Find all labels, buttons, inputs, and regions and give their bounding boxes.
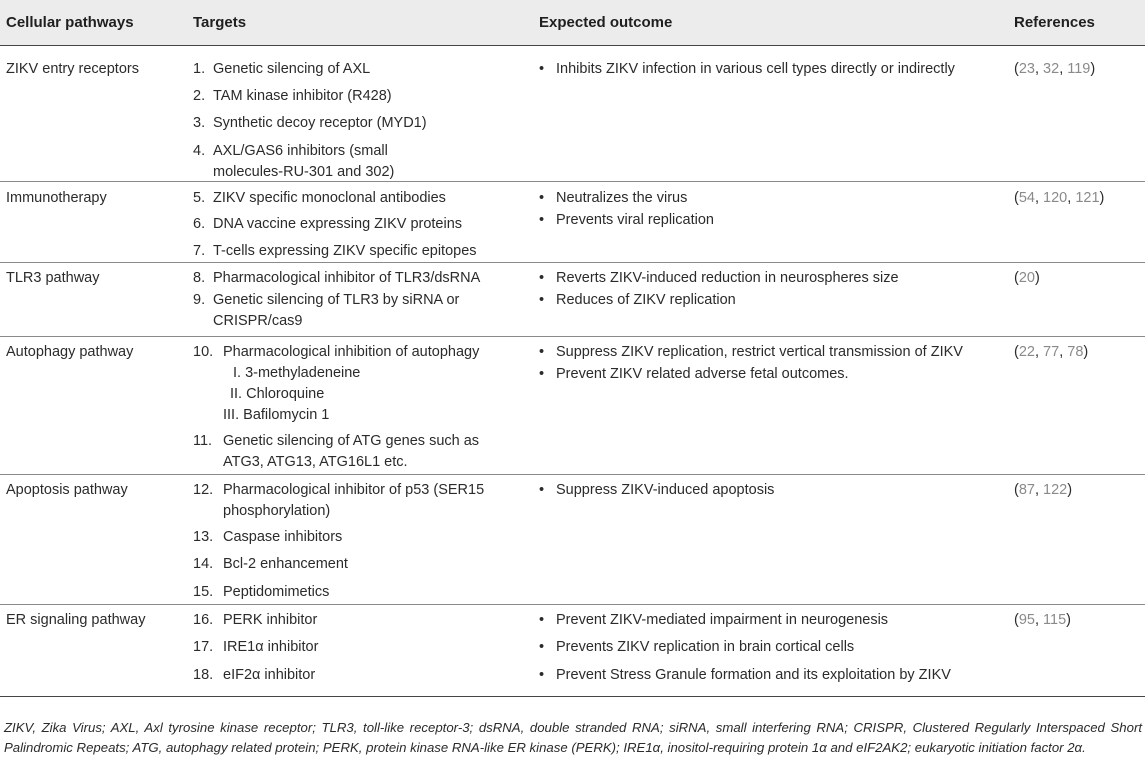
target-text: Caspase inhibitors bbox=[223, 529, 343, 545]
reference-link[interactable]: 122 bbox=[1043, 482, 1068, 498]
target-text: T-cells expressing ZIKV specific epitopes bbox=[213, 243, 477, 259]
row-divider bbox=[0, 604, 1145, 605]
target-text: IRE1α inhibitor bbox=[223, 639, 319, 655]
reference-link[interactable]: 23 bbox=[1018, 61, 1035, 77]
target-text: AXL/GAS6 inhibitors (small bbox=[213, 143, 388, 159]
reference-close-paren: ) bbox=[1067, 482, 1073, 498]
target-text: ZIKV specific monoclonal antibodies bbox=[213, 190, 446, 206]
outcome-text: Neutralizes the virus bbox=[556, 190, 688, 206]
target-text: Pharmacological inhibitor of TLR3/dsRNA bbox=[213, 270, 481, 286]
row-divider bbox=[0, 262, 1145, 263]
reference-link[interactable]: 78 bbox=[1067, 344, 1084, 360]
reference-link[interactable]: 120 bbox=[1043, 190, 1068, 206]
target-number: 5. bbox=[193, 190, 206, 206]
outcome-text: Inhibits ZIKV infection in various cell types directly or indirectly bbox=[556, 61, 955, 77]
outcome-text: Reverts ZIKV-induced reduction in neurospheres size bbox=[556, 270, 899, 286]
outcome-text: Suppress ZIKV-induced apoptosis bbox=[556, 482, 775, 498]
target-text: TAM kinase inhibitor (R428) bbox=[213, 88, 392, 104]
header-targets: Targets bbox=[193, 14, 247, 31]
target-number: 11. bbox=[193, 433, 213, 449]
table-bottom-rule bbox=[0, 696, 1145, 697]
target-number: 6. bbox=[193, 216, 206, 232]
target-text: phosphorylation) bbox=[223, 503, 331, 519]
row-divider bbox=[0, 336, 1145, 337]
target-number: 16. bbox=[193, 612, 214, 628]
target-number: 9. bbox=[193, 292, 206, 308]
target-number: 17. bbox=[193, 639, 214, 655]
target-text: PERK inhibitor bbox=[223, 612, 318, 628]
pathway-cell: Apoptosis pathway bbox=[6, 482, 128, 498]
target-number: 14. bbox=[193, 556, 214, 572]
header-outcome: Expected outcome bbox=[539, 14, 673, 31]
reference-open-paren: ( bbox=[1014, 61, 1019, 77]
reference-close-paren: ) bbox=[1034, 270, 1040, 286]
bullet-icon: • bbox=[539, 667, 545, 683]
reference-link[interactable]: 54 bbox=[1018, 190, 1035, 206]
bullet-icon: • bbox=[539, 292, 545, 308]
reference-close-paren: ) bbox=[1066, 612, 1072, 628]
reference-open-paren: ( bbox=[1014, 270, 1019, 286]
reference-link[interactable]: 32 bbox=[1043, 61, 1060, 77]
target-text: Genetic silencing of TLR3 by siRNA or bbox=[213, 292, 460, 308]
row-divider bbox=[0, 474, 1145, 475]
outcome-text: Prevent Stress Granule formation and its exploitation by ZIKV bbox=[556, 667, 951, 683]
reference-cell: (87, 122) bbox=[1014, 482, 1073, 498]
reference-link[interactable]: 77 bbox=[1043, 344, 1060, 360]
target-number: 1. bbox=[193, 61, 206, 77]
pathway-cell: ER signaling pathway bbox=[6, 612, 146, 628]
bullet-icon: • bbox=[539, 212, 545, 228]
reference-cell: (23, 32, 119) bbox=[1014, 61, 1096, 77]
pathway-cell: Autophagy pathway bbox=[6, 344, 134, 360]
target-number: 7. bbox=[193, 243, 206, 259]
target-number: 4. bbox=[193, 143, 206, 159]
target-text: ATG3, ATG13, ATG16L1 etc. bbox=[223, 454, 408, 470]
target-number: 8. bbox=[193, 270, 206, 286]
bullet-icon: • bbox=[539, 270, 545, 286]
bullet-icon: • bbox=[539, 366, 545, 382]
reference-link[interactable]: 95 bbox=[1018, 612, 1035, 628]
reference-link[interactable]: 20 bbox=[1018, 270, 1035, 286]
bullet-icon: • bbox=[539, 190, 545, 206]
reference-close-paren: ) bbox=[1083, 344, 1089, 360]
pathway-cell: Immunotherapy bbox=[6, 190, 107, 206]
reference-link[interactable]: 115 bbox=[1043, 612, 1067, 628]
outcome-text: Prevents viral replication bbox=[556, 212, 714, 228]
pathway-cell: ZIKV entry receptors bbox=[6, 61, 139, 77]
reference-open-paren: ( bbox=[1014, 190, 1019, 206]
target-text: III. Bafilomycin 1 bbox=[223, 407, 330, 423]
reference-link[interactable]: 121 bbox=[1075, 190, 1100, 206]
reference-cell bbox=[1014, 268, 1040, 289]
bullet-icon: • bbox=[539, 612, 545, 628]
outcome-text: Reduces of ZIKV replication bbox=[556, 292, 736, 308]
reference-link[interactable]: 22 bbox=[1018, 344, 1035, 360]
pathway-cell: TLR3 pathway bbox=[6, 270, 100, 286]
target-number: 10. bbox=[193, 344, 214, 360]
target-text: Pharmacological inhibition of autophagy bbox=[223, 344, 480, 360]
outcome-text: Suppress ZIKV replication, restrict vertical transmission of ZIKV bbox=[556, 344, 963, 360]
target-text: II. Chloroquine bbox=[230, 386, 325, 402]
target-text: eIF2α inhibitor bbox=[223, 667, 316, 683]
target-number: 2. bbox=[193, 88, 206, 104]
target-number: 12. bbox=[193, 482, 214, 498]
target-text: Bcl-2 enhancement bbox=[223, 556, 348, 572]
outcome-text: Prevent ZIKV related adverse fetal outcomes. bbox=[556, 366, 849, 382]
target-text: Pharmacological inhibitor of p53 (SER15 bbox=[223, 482, 485, 498]
header-references: References bbox=[1014, 14, 1095, 31]
bullet-icon: • bbox=[539, 482, 545, 498]
target-number: 13. bbox=[193, 529, 214, 545]
target-text: Synthetic decoy receptor (MYD1) bbox=[213, 115, 427, 131]
target-text: DNA vaccine expressing ZIKV proteins bbox=[213, 216, 463, 232]
reference-link[interactable]: 119 bbox=[1067, 61, 1091, 77]
target-text: molecules-RU-301 and 302) bbox=[213, 164, 395, 180]
reference-open-paren: ( bbox=[1014, 612, 1019, 628]
reference-cell: (95, 115) bbox=[1014, 612, 1072, 628]
row-divider bbox=[0, 181, 1145, 182]
reference-open-paren: ( bbox=[1014, 344, 1019, 360]
target-text: Genetic silencing of AXL bbox=[213, 61, 371, 77]
target-text: Genetic silencing of ATG genes such as bbox=[223, 433, 480, 449]
header-pathways: Cellular pathways bbox=[6, 14, 134, 31]
target-text: Peptidomimetics bbox=[223, 584, 330, 600]
target-number: 18. bbox=[193, 667, 214, 683]
reference-cell: (54, 120, 121) bbox=[1014, 190, 1105, 206]
target-number: 3. bbox=[193, 115, 206, 131]
target-text: I. 3-methyladeneine bbox=[233, 365, 361, 381]
bullet-icon: • bbox=[539, 344, 545, 360]
target-text: CRISPR/cas9 bbox=[213, 313, 303, 329]
reference-cell: (22, 77, 78) bbox=[1014, 344, 1089, 360]
outcome-text: Prevents ZIKV replication in brain cortical cells bbox=[556, 639, 855, 655]
reference-open-paren: ( bbox=[1014, 482, 1019, 498]
target-number: 15. bbox=[193, 584, 214, 600]
bullet-icon: • bbox=[539, 61, 545, 77]
outcome-text: Prevent ZIKV-mediated impairment in neurogenesis bbox=[556, 612, 889, 628]
table-footnote: ZIKV, Zika Virus; AXL, Axl tyrosine kinase receptor; TLR3, toll-like receptor-3; dsRNA, double stranded RNA; siRNA, small interfering RNA; CRISPR, Clustered Regularly Interspaced Short Palindromic Repeats; ATG, autophagy related protein; PERK, protein kinase RNA-like ER kinase (PERK); IRE1α, inositol-requiring protein 1α and eIF2AK2; eukaryotic initiation factor 2α. bbox=[4, 720, 1142, 755]
reference-link[interactable]: 87 bbox=[1018, 482, 1035, 498]
reference-close-paren: ) bbox=[1090, 61, 1096, 77]
reference-close-paren: ) bbox=[1099, 190, 1105, 206]
bullet-icon: • bbox=[539, 639, 545, 655]
